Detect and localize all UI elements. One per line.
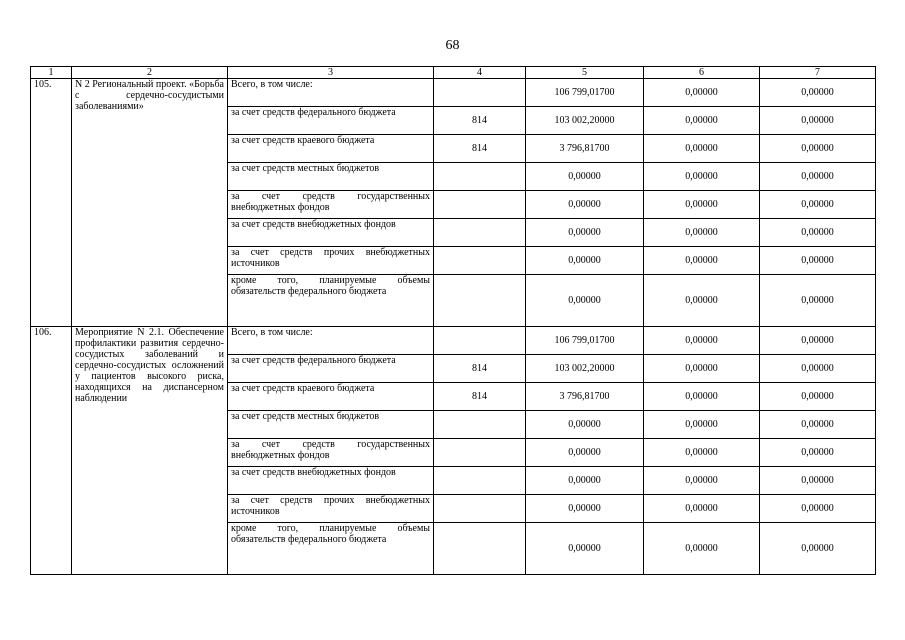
- value-col-7: 0,00000: [760, 191, 876, 219]
- funding-source: за счет средств государственных внебюджетных фондов: [228, 191, 434, 219]
- value-col-5: 0,00000: [526, 523, 644, 575]
- value-col-6: 0,00000: [644, 135, 760, 163]
- value-col-5: 3 796,81700: [526, 135, 644, 163]
- header-col-7: 7: [760, 67, 876, 79]
- value-col-5: 0,00000: [526, 191, 644, 219]
- funding-source: за счет средств краевого бюджета: [228, 383, 434, 411]
- value-col-6: 0,00000: [644, 383, 760, 411]
- value-col-6: 0,00000: [644, 355, 760, 383]
- budget-code: [434, 411, 526, 439]
- value-col-7: 0,00000: [760, 135, 876, 163]
- header-col-4: 4: [434, 67, 526, 79]
- table-body: [31, 67, 876, 575]
- header-col-2: 2: [72, 67, 228, 79]
- funding-source: за счет средств федерального бюджета: [228, 107, 434, 135]
- header-col-1: 1: [31, 67, 72, 79]
- value-col-5: 0,00000: [526, 163, 644, 191]
- budget-table: [30, 66, 876, 575]
- value-col-5: 0,00000: [526, 411, 644, 439]
- row-number: 105.: [31, 79, 72, 327]
- budget-code: [434, 495, 526, 523]
- funding-source: за счет средств местных бюджетов: [228, 411, 434, 439]
- value-col-6: 0,00000: [644, 219, 760, 247]
- value-col-5: 106 799,01700: [526, 79, 644, 107]
- value-col-6: 0,00000: [644, 495, 760, 523]
- value-col-6: 0,00000: [644, 191, 760, 219]
- header-col-5: 5: [526, 67, 644, 79]
- value-col-7: 0,00000: [760, 79, 876, 107]
- funding-source: за счет средств внебюджетных фондов: [228, 467, 434, 495]
- header-col-3: 3: [228, 67, 434, 79]
- budget-code: [434, 327, 526, 355]
- value-col-6: 0,00000: [644, 411, 760, 439]
- value-col-6: 0,00000: [644, 327, 760, 355]
- budget-code: [434, 247, 526, 275]
- value-col-5: 0,00000: [526, 219, 644, 247]
- value-col-7: 0,00000: [760, 219, 876, 247]
- table-row: [31, 79, 876, 107]
- funding-source: за счет средств федерального бюджета: [228, 355, 434, 383]
- value-col-6: 0,00000: [644, 439, 760, 467]
- value-col-5: 106 799,01700: [526, 327, 644, 355]
- value-col-6: 0,00000: [644, 247, 760, 275]
- header-col-6: 6: [644, 67, 760, 79]
- value-col-7: 0,00000: [760, 411, 876, 439]
- value-col-7: 0,00000: [760, 495, 876, 523]
- value-col-7: 0,00000: [760, 247, 876, 275]
- value-col-7: 0,00000: [760, 327, 876, 355]
- value-col-6: 0,00000: [644, 467, 760, 495]
- funding-source: за счет средств государственных внебюджетных фондов: [228, 439, 434, 467]
- value-col-7: 0,00000: [760, 439, 876, 467]
- value-col-5: 0,00000: [526, 247, 644, 275]
- value-col-7: 0,00000: [760, 523, 876, 575]
- value-col-7: 0,00000: [760, 163, 876, 191]
- budget-code: [434, 467, 526, 495]
- table-row: [31, 327, 876, 355]
- value-col-5: 0,00000: [526, 275, 644, 327]
- value-col-5: 0,00000: [526, 495, 644, 523]
- program-name: N 2 Региональный проект. «Борьба с сердечно-сосудистыми заболеваниями»: [72, 79, 228, 327]
- value-col-5: 0,00000: [526, 467, 644, 495]
- value-col-7: 0,00000: [760, 107, 876, 135]
- budget-code: 814: [434, 355, 526, 383]
- row-number: 106.: [31, 327, 72, 575]
- value-col-7: 0,00000: [760, 383, 876, 411]
- header-row: [31, 67, 876, 79]
- budget-code: [434, 523, 526, 575]
- value-col-6: 0,00000: [644, 163, 760, 191]
- value-col-6: 0,00000: [644, 79, 760, 107]
- funding-source: кроме того, планируемые объемы обязательств федерального бюджета: [228, 275, 434, 327]
- value-col-7: 0,00000: [760, 467, 876, 495]
- funding-source: за счет средств местных бюджетов: [228, 163, 434, 191]
- funding-source: Всего, в том числе:: [228, 79, 434, 107]
- value-col-6: 0,00000: [644, 275, 760, 327]
- value-col-6: 0,00000: [644, 107, 760, 135]
- value-col-6: 0,00000: [644, 523, 760, 575]
- value-col-5: 103 002,20000: [526, 107, 644, 135]
- budget-code: [434, 275, 526, 327]
- value-col-5: 0,00000: [526, 439, 644, 467]
- page-number: 68: [445, 38, 460, 53]
- funding-source: за счет средств краевого бюджета: [228, 135, 434, 163]
- funding-source: за счет средств внебюджетных фондов: [228, 219, 434, 247]
- budget-code: 814: [434, 383, 526, 411]
- budget-code: 814: [434, 107, 526, 135]
- value-col-7: 0,00000: [760, 275, 876, 327]
- budget-code: [434, 219, 526, 247]
- budget-code: 814: [434, 135, 526, 163]
- program-name: Мероприятие N 2.1. Обеспечение профилактики развития сердечно-сосудистых заболеваний и сердечно-сосудистых осложнений у пациентов высокого риска, находящихся на диспансерном наблюдении: [72, 327, 228, 575]
- budget-code: [434, 79, 526, 107]
- value-col-7: 0,00000: [760, 355, 876, 383]
- value-col-5: 3 796,81700: [526, 383, 644, 411]
- budget-code: [434, 163, 526, 191]
- budget-code: [434, 439, 526, 467]
- value-col-5: 103 002,20000: [526, 355, 644, 383]
- funding-source: кроме того, планируемые объемы обязательств федерального бюджета: [228, 523, 434, 575]
- funding-source: Всего, в том числе:: [228, 327, 434, 355]
- funding-source: за счет средств прочих внебюджетных источников: [228, 495, 434, 523]
- funding-source: за счет средств прочих внебюджетных источников: [228, 247, 434, 275]
- budget-code: [434, 191, 526, 219]
